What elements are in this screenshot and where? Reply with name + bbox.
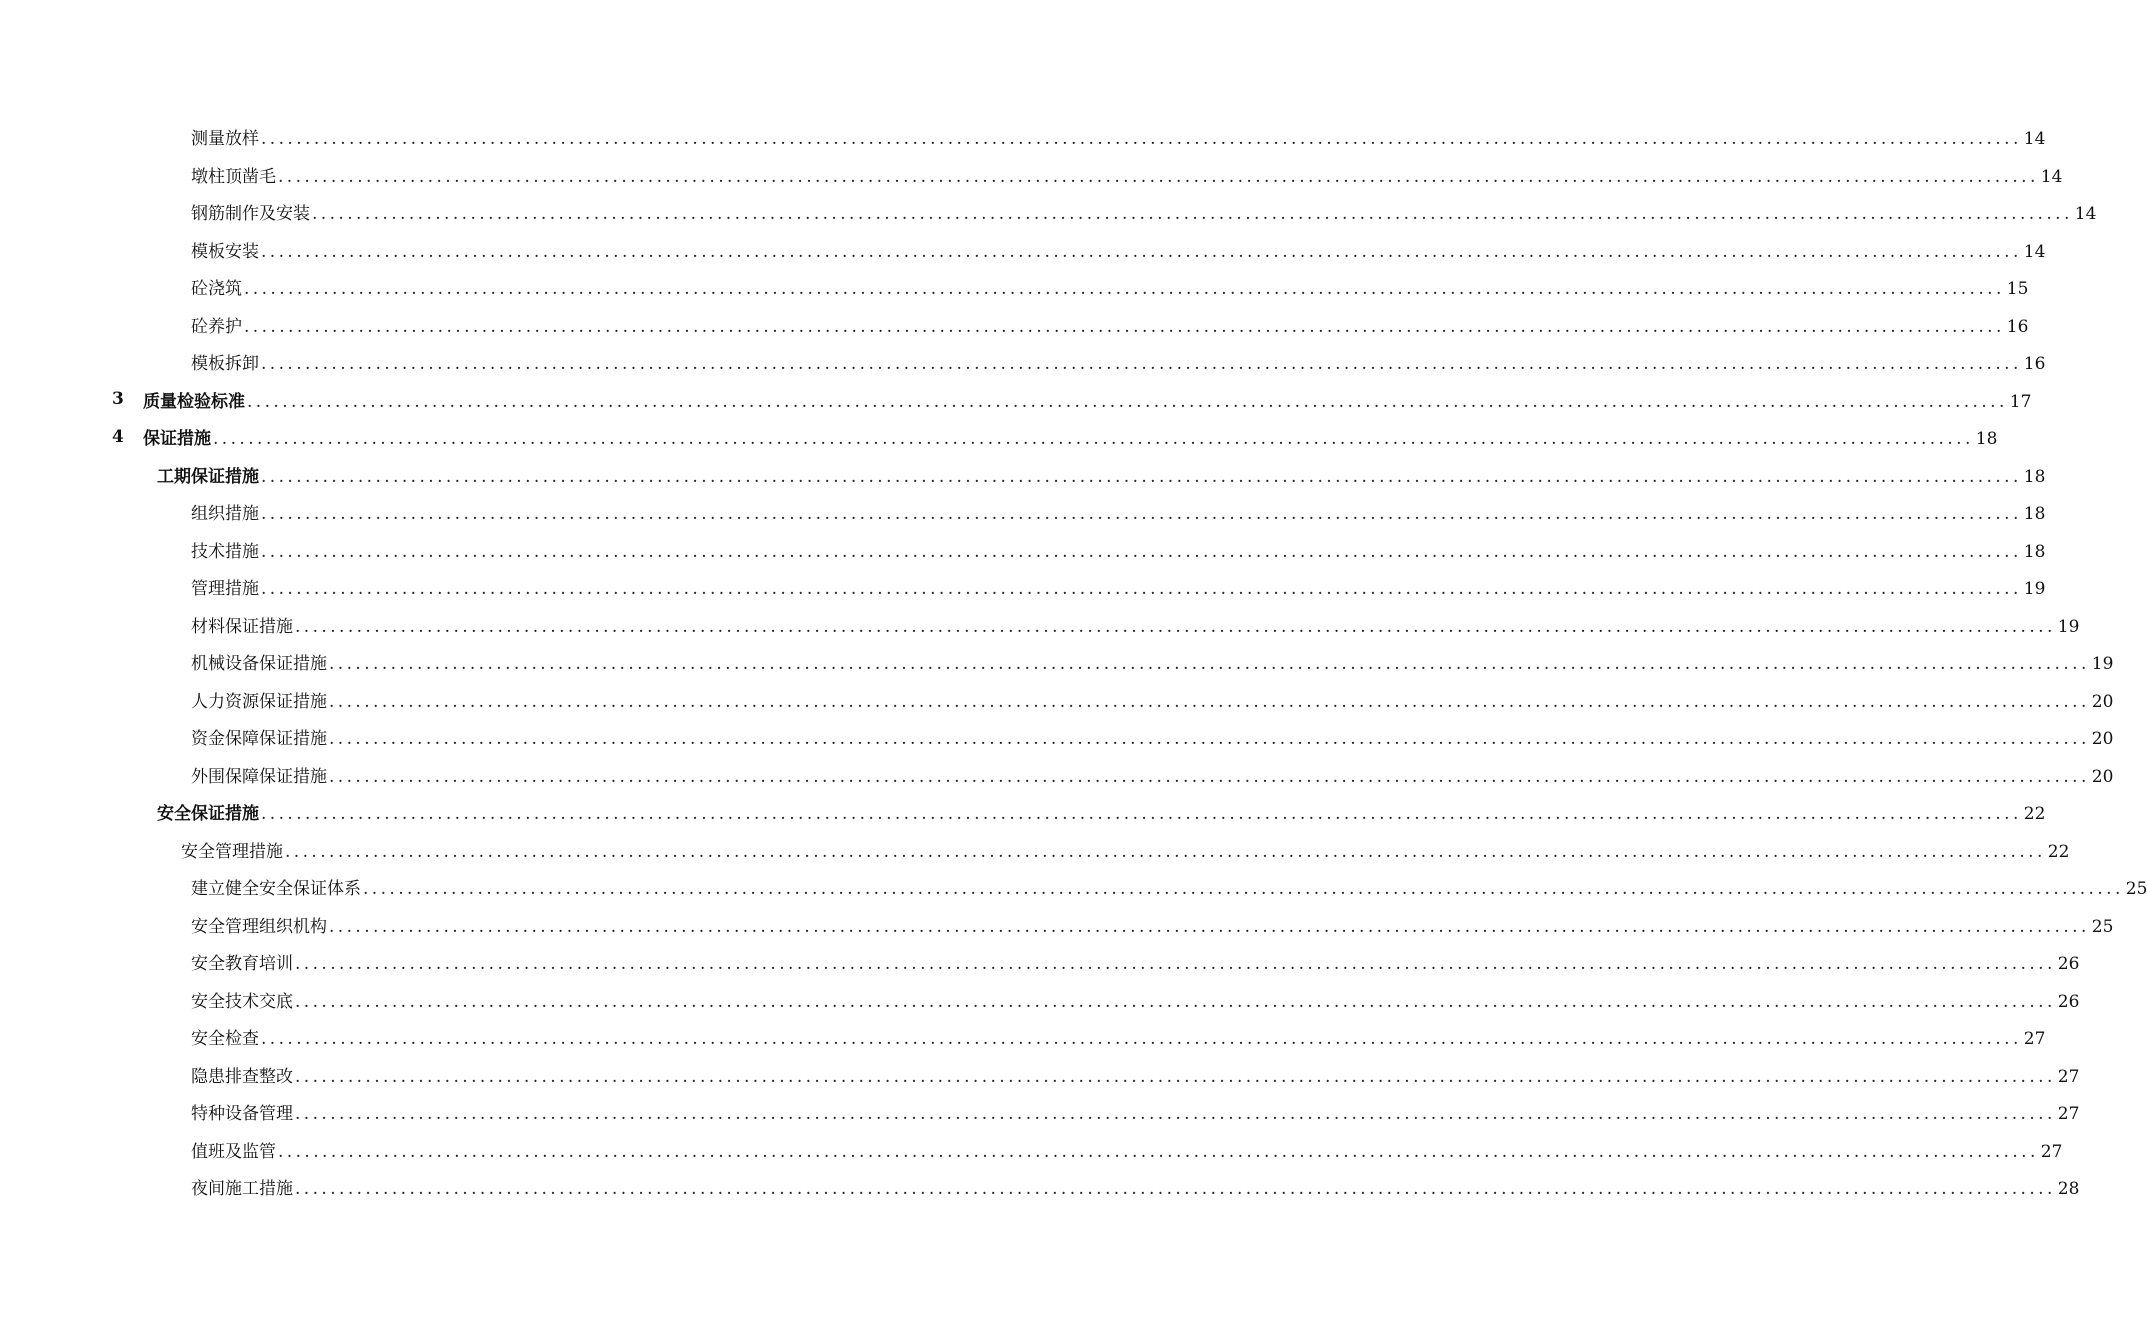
toc-entry-title: 安全教育培训 — [191, 954, 293, 975]
toc-entry-number: 3 — [112, 389, 124, 410]
toc-entry[interactable] — [0, 831, 2070, 869]
toc-entry-line — [191, 687, 2114, 712]
toc-entry[interactable] — [0, 493, 2046, 531]
toc-entry-line — [191, 349, 2046, 375]
toc-entry-line — [191, 537, 2046, 562]
toc-entry-title: 机械设备保证措施 — [191, 654, 327, 675]
toc-dot-leader: ........................................................................................................................................................................................................ — [295, 1066, 2056, 1087]
toc-entry[interactable] — [0, 1168, 2080, 1206]
toc-entry[interactable] — [0, 418, 1998, 456]
toc-entry-title: 安全管理组织机构 — [191, 916, 327, 937]
toc-dot-leader: ........................................................................................................................................................................................................ — [261, 541, 2022, 562]
toc-dot-leader: ........................................................................................................................................................................................................ — [295, 1104, 2056, 1125]
toc-entry-page-number: 14 — [2074, 204, 2097, 225]
toc-entry-title: 模板安装 — [191, 241, 259, 262]
toc-entry-title: 值班及监管 — [191, 1141, 276, 1162]
toc-dot-leader: ........................................................................................................................................................................................................ — [295, 616, 2056, 637]
toc-entry-title: 安全管理措施 — [181, 841, 283, 862]
toc-entry-page-number: 27 — [2057, 1104, 2080, 1125]
toc-entry-title: 砼浇筑 — [191, 279, 242, 300]
toc-entry[interactable] — [0, 981, 2080, 1019]
toc-dot-leader: ........................................................................................................................................................................................................ — [278, 1141, 2039, 1162]
toc-entry-title: 砼养护 — [191, 316, 242, 337]
toc-entry-line — [181, 837, 2070, 862]
toc-entry-line — [191, 987, 2080, 1012]
toc-dot-leader: ........................................................................................................................................................................................................ — [261, 466, 2022, 487]
toc-entry-line — [191, 574, 2046, 600]
toc-entry-line — [157, 799, 2046, 825]
toc-entry-page-number: 18 — [2023, 504, 2046, 525]
toc-entry-line — [191, 1099, 2080, 1125]
toc-entry-page-number: 19 — [2091, 654, 2114, 675]
toc-entry[interactable] — [0, 1018, 2046, 1056]
toc-entry-page-number: 18 — [2023, 541, 2046, 562]
toc-dot-leader: ........................................................................................................................................................................................................ — [213, 429, 1974, 450]
toc-entry-page-number: 27 — [2057, 1066, 2080, 1087]
toc-entry-title: 材料保证措施 — [191, 616, 293, 637]
toc-entry[interactable] — [0, 381, 2032, 419]
toc-entry[interactable] — [0, 1131, 2063, 1169]
toc-dot-leader: ........................................................................................................................................................................................................ — [329, 654, 2090, 675]
toc-entry[interactable] — [0, 1056, 2080, 1094]
toc-entry-line — [191, 124, 2046, 150]
toc-entry-page-number: 14 — [2023, 129, 2046, 150]
toc-entry-line — [191, 312, 2029, 337]
toc-entry-title: 工期保证措施 — [157, 466, 259, 487]
toc-entry-title: 模板拆卸 — [191, 354, 259, 375]
table-of-contents — [0, 118, 2147, 1206]
toc-entry-line — [191, 162, 2063, 187]
toc-entry-page-number: 26 — [2057, 954, 2080, 975]
toc-entry-page-number: 18 — [1975, 429, 1998, 450]
toc-entry-line — [191, 762, 2114, 787]
toc-entry-title: 外围保障保证措施 — [191, 766, 327, 787]
toc-entry-title: 资金保障保证措施 — [191, 729, 327, 750]
toc-dot-leader: ........................................................................................................................................................................................................ — [363, 879, 2124, 900]
toc-entry-title: 建立健全安全保证体系 — [191, 879, 361, 900]
toc-entry-page-number: 25 — [2091, 916, 2114, 937]
toc-entry-page-number: 20 — [2091, 729, 2114, 750]
toc-entry-page-number: 16 — [2006, 316, 2029, 337]
toc-entry[interactable] — [0, 156, 2063, 194]
toc-dot-leader: ........................................................................................................................................................................................................ — [278, 166, 2039, 187]
toc-entry[interactable] — [0, 531, 2046, 569]
toc-entry-title: 质量检验标准 — [143, 391, 245, 412]
toc-entry-title: 特种设备管理 — [191, 1104, 293, 1125]
toc-entry[interactable] — [0, 681, 2114, 719]
toc-entry-title: 技术措施 — [191, 541, 259, 562]
toc-entry[interactable] — [0, 268, 2029, 306]
toc-dot-leader: ........................................................................................................................................................................................................ — [261, 579, 2022, 600]
toc-entry[interactable] — [0, 906, 2114, 944]
toc-dot-leader: ........................................................................................................................................................................................................ — [247, 391, 2008, 412]
toc-dot-leader: ........................................................................................................................................................................................................ — [312, 204, 2073, 225]
toc-entry-number: 4 — [112, 426, 124, 447]
toc-entry-title: 安全检查 — [191, 1029, 259, 1050]
toc-entry-line — [191, 649, 2114, 675]
toc-entry-page-number: 17 — [2009, 391, 2032, 412]
toc-entry-title: 夜间施工措施 — [191, 1179, 293, 1200]
toc-dot-leader: ........................................................................................................................................................................................................ — [261, 354, 2022, 375]
toc-entry-page-number: 27 — [2023, 1029, 2046, 1050]
toc-dot-leader: ........................................................................................................................................................................................................ — [261, 804, 2022, 825]
toc-entry[interactable] — [0, 343, 2046, 381]
toc-entry-line — [143, 387, 2032, 412]
toc-entry-page-number: 22 — [2047, 841, 2070, 862]
toc-entry[interactable] — [0, 306, 2029, 344]
toc-entry-page-number: 28 — [2057, 1179, 2080, 1200]
toc-entry-line — [191, 724, 2114, 750]
toc-dot-leader: ........................................................................................................................................................................................................ — [261, 1029, 2022, 1050]
toc-dot-leader: ........................................................................................................................................................................................................ — [261, 129, 2022, 150]
toc-entry-line — [191, 1024, 2046, 1050]
toc-entry[interactable] — [0, 456, 2046, 494]
toc-entry-line — [191, 1062, 2080, 1087]
toc-dot-leader: ........................................................................................................................................................................................................ — [261, 504, 2022, 525]
toc-dot-leader: ........................................................................................................................................................................................................ — [295, 954, 2056, 975]
toc-entry-line — [191, 237, 2046, 262]
toc-dot-leader: ........................................................................................................................................................................................................ — [329, 729, 2090, 750]
toc-entry-title: 钢筋制作及安装 — [191, 204, 310, 225]
toc-entry-line — [143, 424, 1998, 450]
toc-entry[interactable] — [0, 718, 2114, 756]
toc-entry[interactable] — [0, 193, 2097, 231]
toc-entry-page-number: 19 — [2057, 616, 2080, 637]
toc-entry-line — [191, 499, 2046, 525]
toc-entry-title: 安全技术交底 — [191, 991, 293, 1012]
toc-dot-leader: ........................................................................................................................................................................................................ — [329, 766, 2090, 787]
toc-entry-title: 组织措施 — [191, 504, 259, 525]
toc-entry-title: 测量放样 — [191, 129, 259, 150]
toc-entry-line — [191, 912, 2114, 937]
toc-dot-leader: ........................................................................................................................................................................................................ — [329, 916, 2090, 937]
toc-entry-line — [191, 274, 2029, 300]
toc-dot-leader: ........................................................................................................................................................................................................ — [261, 241, 2022, 262]
toc-dot-leader: ........................................................................................................................................................................................................ — [244, 316, 2005, 337]
toc-entry[interactable] — [0, 231, 2046, 269]
toc-entry-page-number: 26 — [2057, 991, 2080, 1012]
toc-entry[interactable] — [0, 793, 2046, 831]
toc-entry-line — [191, 874, 2147, 900]
toc-entry-title: 安全保证措施 — [157, 804, 259, 825]
toc-entry-line — [191, 1137, 2063, 1162]
toc-entry-title: 管理措施 — [191, 579, 259, 600]
toc-entry-page-number: 25 — [2125, 879, 2147, 900]
toc-entry-title: 人力资源保证措施 — [191, 691, 327, 712]
toc-entry[interactable] — [0, 643, 2114, 681]
toc-entry-page-number: 20 — [2091, 766, 2114, 787]
toc-dot-leader: ........................................................................................................................................................................................................ — [295, 1179, 2056, 1200]
toc-entry-line — [191, 1174, 2080, 1200]
toc-entry-line — [191, 199, 2097, 225]
toc-entry-title: 隐患排查整改 — [191, 1066, 293, 1087]
toc-entry[interactable] — [0, 1093, 2080, 1131]
toc-entry[interactable] — [0, 868, 2147, 906]
toc-entry-line — [191, 949, 2080, 975]
toc-entry[interactable] — [0, 756, 2114, 794]
toc-entry-page-number: 19 — [2023, 579, 2046, 600]
toc-entry[interactable] — [0, 606, 2080, 644]
toc-dot-leader: ........................................................................................................................................................................................................ — [295, 991, 2056, 1012]
toc-entry-page-number: 18 — [2023, 466, 2046, 487]
toc-entry-page-number: 15 — [2006, 279, 2029, 300]
toc-entry-page-number: 22 — [2023, 804, 2046, 825]
toc-dot-leader: ........................................................................................................................................................................................................ — [244, 279, 2005, 300]
toc-entry-title: 墩柱顶凿毛 — [191, 166, 276, 187]
toc-dot-leader: ........................................................................................................................................................................................................ — [329, 691, 2090, 712]
toc-dot-leader: ........................................................................................................................................................................................................ — [285, 841, 2046, 862]
toc-entry-line — [157, 462, 2046, 487]
toc-entry-page-number: 16 — [2023, 354, 2046, 375]
toc-entry-page-number: 20 — [2091, 691, 2114, 712]
toc-entry-title: 保证措施 — [143, 429, 211, 450]
toc-entry-line — [191, 612, 2080, 637]
toc-entry[interactable] — [0, 943, 2080, 981]
toc-entry[interactable] — [0, 118, 2046, 156]
toc-entry-page-number: 14 — [2040, 166, 2063, 187]
toc-entry[interactable] — [0, 568, 2046, 606]
toc-entry-page-number: 27 — [2040, 1141, 2063, 1162]
toc-entry-page-number: 14 — [2023, 241, 2046, 262]
